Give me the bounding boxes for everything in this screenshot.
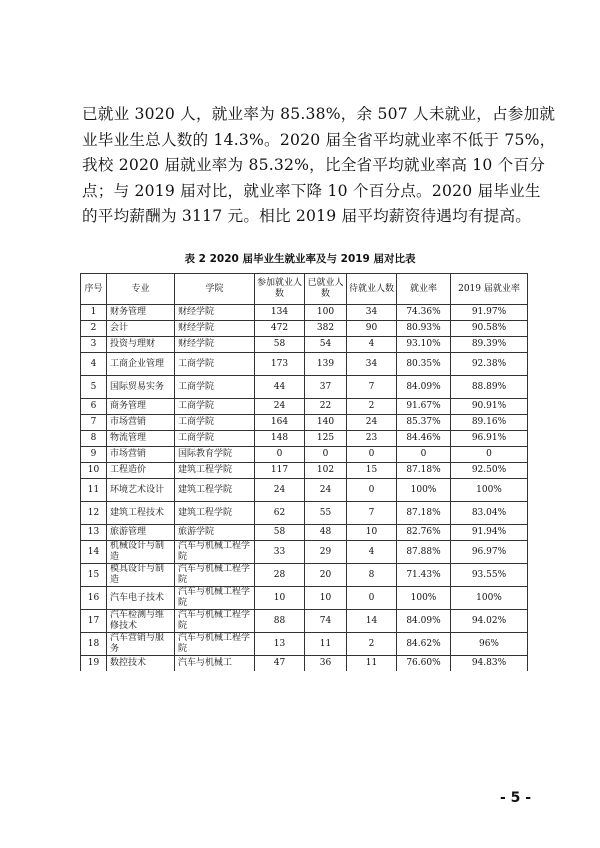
paragraph-line: 业毕业生总人数的 14.3%。2020 届全省平均就业率不低于 75%， [82,130,556,149]
paragraph-line: 点；与 2019 届对比，就业率下降 10 个百分点。2020 届毕业生 [82,181,541,200]
table-row [81,633,528,656]
cell-rate-2019: 94.83% [451,656,528,672]
cell-participants: 117 [255,463,305,479]
cell-college: 国际教育学院 [175,447,255,463]
cell-college: 汽车与机械工 [175,656,255,672]
cell-index: 19 [81,656,107,672]
cell-employed: 382 [305,321,347,337]
cell-rate-2019: 92.50% [451,463,528,479]
cell-participants: 10 [255,587,305,610]
header-index: 序号 [81,274,107,305]
cell-rate-2019: 0 [451,447,528,463]
cell-major: 机械设计与制造 [107,541,175,564]
header-participants: 参加就业人数 [255,274,305,305]
table-row [81,610,528,633]
paragraph-line: 已就业 3020 人，就业率为 85.38%，余 507 人未就业，占参加就 [82,105,556,123]
cell-participants: 472 [255,321,305,337]
header-major: 专业 [107,274,175,305]
cell-employed: 29 [305,541,347,564]
cell-pending: 34 [347,305,397,321]
cell-college: 工商学院 [175,399,255,415]
cell-index: 1 [81,305,107,321]
cell-rate-2019: 92.38% [451,353,528,376]
cell-participants: 33 [255,541,305,564]
cell-major: 工程造价 [107,463,175,479]
cell-rate: 87.18% [397,502,451,525]
cell-pending: 90 [347,321,397,337]
cell-employed: 0 [305,447,347,463]
cell-rate: 80.35% [397,353,451,376]
cell-major: 模具设计与制造 [107,564,175,587]
cell-major: 旅游管理 [107,525,175,541]
cell-pending: 0 [347,447,397,463]
table-row [81,399,528,415]
cell-rate: 84.62% [397,633,451,656]
cell-employed: 48 [305,525,347,541]
cell-index: 16 [81,587,107,610]
cell-employed: 100 [305,305,347,321]
paragraph-line: 的平均薪酬为 3117 元。相比 2019 届平均薪资待遇均有提高。 [82,207,532,226]
cell-pending: 2 [347,633,397,656]
cell-major: 国际贸易实务 [107,376,175,399]
cell-pending: 4 [347,337,397,353]
cell-rate-2019: 93.55% [451,564,528,587]
table-row [81,502,528,525]
cell-college: 汽车与机械工程学院 [175,587,255,610]
cell-rate-2019: 88.89% [451,376,528,399]
cell-participants: 173 [255,353,305,376]
cell-rate: 71.43% [397,564,451,587]
cell-rate-2019: 100% [451,587,528,610]
cell-college: 旅游学院 [175,525,255,541]
cell-employed: 24 [305,479,347,502]
cell-college: 汽车与机械工程学院 [175,610,255,633]
cell-pending: 0 [347,479,397,502]
cell-rate: 82.76% [397,525,451,541]
cell-pending: 14 [347,610,397,633]
cell-index: 5 [81,376,107,399]
cell-employed: 54 [305,337,347,353]
cell-major: 商务管理 [107,399,175,415]
cell-rate: 93.10% [397,337,451,353]
cell-participants: 134 [255,305,305,321]
cell-college: 建筑工程学院 [175,502,255,525]
cell-index: 17 [81,610,107,633]
cell-pending: 0 [347,587,397,610]
cell-participants: 88 [255,610,305,633]
cell-rate-2019: 100% [451,479,528,502]
table-row [81,337,528,353]
cell-employed: 22 [305,399,347,415]
cell-rate-2019: 89.16% [451,415,528,431]
cell-pending: 7 [347,502,397,525]
cell-college: 工商学院 [175,415,255,431]
cell-rate: 74.36% [397,305,451,321]
table-row [81,587,528,610]
cell-employed: 102 [305,463,347,479]
cell-major: 工商企业管理 [107,353,175,376]
cell-index: 9 [81,447,107,463]
cell-rate: 85.37% [397,415,451,431]
cell-index: 12 [81,502,107,525]
cell-rate-2019: 89.39% [451,337,528,353]
header-pending: 待就业人数 [347,274,397,305]
table-row [81,415,528,431]
cell-employed: 11 [305,633,347,656]
paragraph-line: 我校 2020 届就业率为 85.32%，比全省平均就业率高 10 个百分 [82,156,546,175]
cell-participants: 148 [255,431,305,447]
header-college: 学院 [175,274,255,305]
cell-index: 13 [81,525,107,541]
table-row [81,479,528,502]
cell-pending: 4 [347,541,397,564]
cell-rate: 87.88% [397,541,451,564]
cell-pending: 2 [347,399,397,415]
cell-pending: 11 [347,656,397,672]
cell-major: 投资与理财 [107,337,175,353]
cell-participants: 13 [255,633,305,656]
cell-rate: 84.09% [397,376,451,399]
cell-participants: 164 [255,415,305,431]
cell-major: 汽车营销与服务 [107,633,175,656]
cell-college: 汽车与机械工程学院 [175,633,255,656]
table-row [81,541,528,564]
cell-employed: 10 [305,587,347,610]
table-caption: 表 2 2020 届毕业生就业率及与 2019 届对比表 [184,253,416,265]
cell-index: 4 [81,353,107,376]
cell-rate-2019: 83.04% [451,502,528,525]
header-rate: 就业率 [397,274,451,305]
cell-pending: 8 [347,564,397,587]
cell-index: 15 [81,564,107,587]
table-body [81,305,528,672]
cell-rate: 91.67% [397,399,451,415]
cell-major: 环境艺术设计 [107,479,175,502]
cell-pending: 7 [347,376,397,399]
cell-college: 工商学院 [175,431,255,447]
cell-employed: 74 [305,610,347,633]
cell-employed: 139 [305,353,347,376]
cell-major: 会计 [107,321,175,337]
cell-rate-2019: 90.58% [451,321,528,337]
cell-employed: 36 [305,656,347,672]
table-row [81,376,528,399]
cell-rate: 84.46% [397,431,451,447]
cell-college: 财经学院 [175,305,255,321]
cell-rate: 100% [397,479,451,502]
cell-rate: 100% [397,587,451,610]
cell-rate: 87.18% [397,463,451,479]
cell-major: 财务管理 [107,305,175,321]
employment-rate-table [80,273,528,671]
cell-employed: 55 [305,502,347,525]
cell-college: 汽车与机械工程学院 [175,564,255,587]
cell-index: 10 [81,463,107,479]
cell-participants: 24 [255,399,305,415]
cell-college: 工商学院 [175,376,255,399]
cell-major: 数控技术 [107,656,175,672]
cell-pending: 10 [347,525,397,541]
cell-rate: 80.93% [397,321,451,337]
cell-pending: 34 [347,353,397,376]
cell-participants: 47 [255,656,305,672]
cell-index: 7 [81,415,107,431]
cell-rate-2019: 96% [451,633,528,656]
cell-employed: 125 [305,431,347,447]
cell-major: 市场营销 [107,447,175,463]
cell-participants: 24 [255,479,305,502]
table-header-row [81,274,528,305]
cell-index: 14 [81,541,107,564]
cell-index: 18 [81,633,107,656]
cell-rate-2019: 91.94% [451,525,528,541]
cell-participants: 58 [255,337,305,353]
cell-rate: 0 [397,447,451,463]
cell-rate: 84.09% [397,610,451,633]
page-number: - 5 - [500,790,532,806]
cell-employed: 37 [305,376,347,399]
table-row [81,525,528,541]
cell-rate-2019: 96.97% [451,541,528,564]
table-row [81,305,528,321]
cell-major: 汽车检测与维修技术 [107,610,175,633]
table-row [81,656,528,672]
header-rate-2019: 2019 届就业率 [451,274,528,305]
cell-college: 汽车与机械工程学院 [175,541,255,564]
cell-college: 建筑工程学院 [175,479,255,502]
body-paragraph [82,102,556,230]
cell-college: 财经学院 [175,337,255,353]
cell-rate-2019: 90.91% [451,399,528,415]
cell-participants: 0 [255,447,305,463]
cell-index: 8 [81,431,107,447]
table-row [81,447,528,463]
cell-index: 11 [81,479,107,502]
cell-participants: 44 [255,376,305,399]
cell-pending: 23 [347,431,397,447]
cell-college: 建筑工程学院 [175,463,255,479]
cell-participants: 28 [255,564,305,587]
header-employed: 已就业人数 [305,274,347,305]
table-row [81,353,528,376]
table-row [81,564,528,587]
table-row [81,463,528,479]
cell-rate-2019: 91.97% [451,305,528,321]
cell-major: 建筑工程技术 [107,502,175,525]
cell-rate-2019: 94.02% [451,610,528,633]
cell-pending: 15 [347,463,397,479]
cell-index: 6 [81,399,107,415]
cell-index: 3 [81,337,107,353]
cell-major: 汽车电子技术 [107,587,175,610]
table-row [81,321,528,337]
cell-employed: 20 [305,564,347,587]
cell-employed: 140 [305,415,347,431]
cell-rate-2019: 96.91% [451,431,528,447]
cell-rate: 76.60% [397,656,451,672]
cell-participants: 58 [255,525,305,541]
table-row [81,431,528,447]
cell-pending: 24 [347,415,397,431]
cell-major: 市场营销 [107,415,175,431]
cell-participants: 62 [255,502,305,525]
cell-index: 2 [81,321,107,337]
cell-major: 物流管理 [107,431,175,447]
cell-college: 工商学院 [175,353,255,376]
cell-college: 财经学院 [175,321,255,337]
